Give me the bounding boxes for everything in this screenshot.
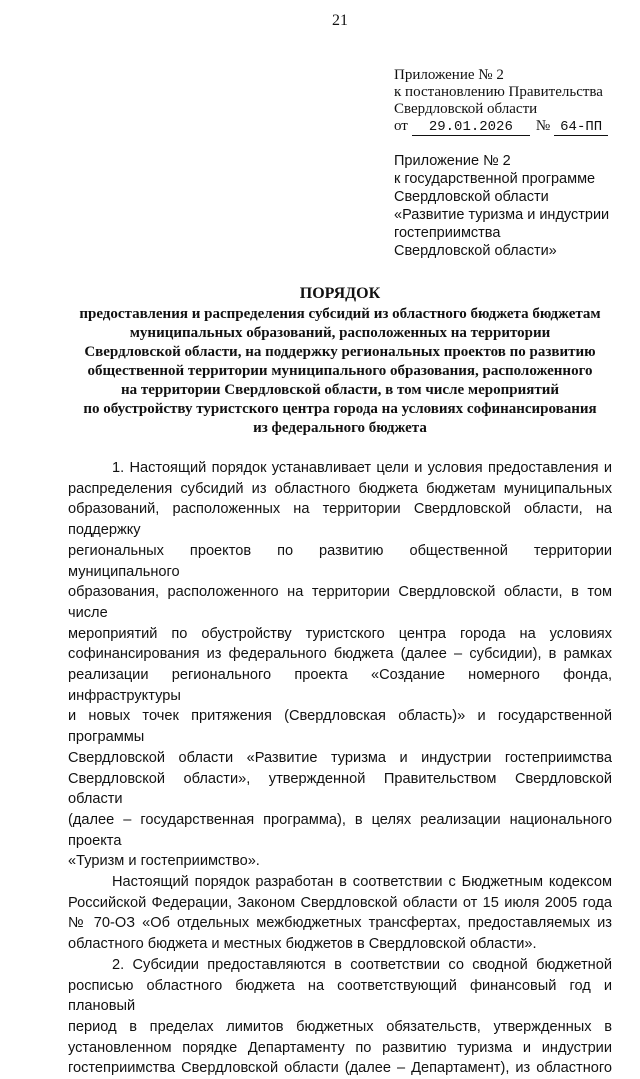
text-line: росписью областного бюджета на соответствующий финансовый год и плановый <box>68 977 612 1015</box>
text-line: установленном порядке Департаменту по развитию туризма и индустрии <box>68 1039 612 1056</box>
text-line: образования, расположенного на территории Свердловской области, в том числе <box>68 584 612 621</box>
number-prefix: № <box>535 118 551 134</box>
title-line: по обустройству туристского центра города на условиях софинансирования <box>83 401 597 417</box>
date-prefix: от <box>394 118 408 134</box>
appendix-line: «Развитие туризма и индустрии <box>394 207 610 223</box>
appendix-line: к государственной программе <box>394 171 596 187</box>
appendix-line: Свердловской области» <box>394 243 557 259</box>
title-line: Свердловской области, на поддержку региональных проектов по развитию <box>84 344 596 360</box>
title-line: из федерального бюджета <box>253 420 427 436</box>
resolution-number: 64-ПП <box>554 120 608 136</box>
appendix-program-block <box>394 152 634 260</box>
text-line: реализации регионального проекта «Создание номерного фонда, инфраструктуры <box>68 667 612 704</box>
paragraph-2 <box>68 872 612 955</box>
text-line: региональных проектов по развитию общественной территории муниципального <box>68 542 612 580</box>
appendix-line: Приложение № 2 <box>394 153 511 169</box>
title-line: на территории Свердловской области, в том числе мероприятий <box>120 382 560 398</box>
appendix-line: Свердловской области <box>394 101 538 117</box>
text-line: распределения субсидий из областного бюджета бюджетам муниципальных <box>68 480 612 497</box>
text-line: областного бюджета и местных бюджетов в Свердловской области». <box>68 936 537 953</box>
text-line: образований, расположенных на территории Свердловской области, на поддержку <box>68 501 612 539</box>
title-line: предоставления и распределения субсидий из областного бюджета бюджетам <box>79 306 601 322</box>
appendix-resolution-block <box>394 67 634 136</box>
resolution-date: 29.01.2026 <box>412 120 530 136</box>
text-line: Российской Федерации, Законом Свердловской области от 15 июля 2005 года <box>68 894 612 911</box>
resolution-date-number-line <box>394 118 634 136</box>
text-line: 2. Субсидии предоставляются в соответствии со сводной бюджетной <box>112 956 612 973</box>
text-line: Свердловской области «Развитие туризма и индустрии гостеприимства <box>68 749 612 766</box>
appendix-line: Свердловской области <box>394 189 549 205</box>
text-line: «Туризм и гостеприимство». <box>68 853 260 870</box>
text-line: Свердловской области», утвержденной Правительством Свердловской области <box>68 770 612 808</box>
text-line: гостеприимства Свердловской области (далее – Департамент), из областного <box>68 1060 612 1077</box>
paragraph-1 <box>68 458 612 872</box>
text-line: и новых точек притяжения (Свердловская область)» и государственной программы <box>68 708 612 746</box>
title-line: муниципальных образований, расположенных на территории <box>129 325 551 341</box>
text-line: мероприятий по обустройству туристского центра города на условиях <box>68 625 612 642</box>
text-line: (далее – государственная программа), в целях реализации национального проекта <box>68 811 612 849</box>
text-line: софинансирования из федерального бюджета (далее – субсидии), в рамках <box>68 646 612 663</box>
document-body <box>68 458 612 1079</box>
appendix-line: гостеприимства <box>394 225 501 241</box>
text-line: период в пределах лимитов бюджетных обязательств, утвержденных в <box>68 1018 612 1035</box>
appendix-line: Приложение № 2 <box>394 67 504 83</box>
title-subtitle <box>60 305 620 438</box>
text-line: № 70-ОЗ «Об отдельных межбюджетных трансфертах, предоставляемых из <box>68 915 612 932</box>
title-main: ПОРЯДОК <box>299 285 381 302</box>
appendix-line: к постановлению Правительства <box>394 84 603 100</box>
text-line: Настоящий порядок разработан в соответствии с Бюджетным кодексом <box>112 874 612 891</box>
page-number: 21 <box>332 12 348 29</box>
title-line: общественной территории муниципального образования, расположенного <box>87 363 593 379</box>
document-title <box>60 284 620 438</box>
text-line: 1. Настоящий порядок устанавливает цели и условия предоставления и <box>112 460 612 476</box>
paragraph-3 <box>68 955 612 1079</box>
